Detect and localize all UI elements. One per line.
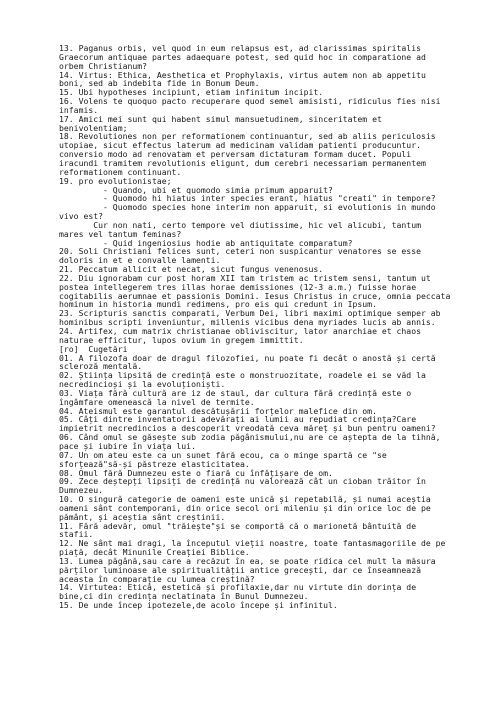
text-line: 01. A filozofa doar de dragul filozofiei, nu poate fi decât o anostă și certă	[59, 352, 436, 363]
text-line: aceasta în comparație cu lumea creștină?	[59, 573, 255, 584]
text-line: - Quando, ubi et quomodo simia primum apparuit?	[59, 184, 333, 195]
text-line: 04. Ateismul este garantul descătușării forțelor malefice din om.	[59, 405, 377, 416]
text-line: 16. Volens te quoquo pacto recuperare quod semel amisisti, ridiculus fies nisi	[59, 96, 441, 107]
text-line: hominibus scripti inveniuntur, millenis vicibus dena myriades lucis ab annis.	[59, 317, 436, 328]
text-line: 07. Un om ateu este ca un sunet fără ecou, ca o minge spartă ce "se	[59, 449, 387, 460]
text-line: impietrit necredincios a descoperit vreodată ceva măreț și bun pentru oameni?	[59, 423, 436, 434]
text-line: iracundi tramitem revolutionis eligunt, dum cerebri necessariam permanentem	[59, 157, 426, 168]
text-line: reformationem continuant.	[59, 166, 182, 177]
text-line: 13. Paganus orbis, vel quod in eum relapsus est, ad clarissimas spiritalis	[59, 43, 421, 53]
text-line: îngâmfare omenească la nivel de termite.	[59, 396, 255, 407]
document-text-body	[59, 44, 460, 610]
text-line: sforțează"să-și păstreze elasticitatea.	[59, 458, 250, 469]
text-line: boni, sed ab indebita fide in Bonum Deum.	[59, 78, 260, 89]
text-line: piață, decât Minunile Creației Biblice.	[59, 547, 250, 558]
text-line: cogitabilis aerumnae et passionis Domini. Iesus Christus in cruce, omnia peccata	[59, 290, 451, 301]
text-line: 13. Lumea păgână,sau care a recăzut în ea, se poate ridica cel mult la măsura	[59, 555, 436, 566]
text-line: 15. De unde încep ipotezele,de acolo începe și infinitul.	[59, 600, 338, 611]
text-line: 14. Virtus: Ethica, Aesthetica et Prophylaxis, virtus autem non ab appetitu	[59, 69, 426, 80]
text-line: 15. Ubi hypotheses incipiunt, etiam infinitum incipit.	[59, 87, 324, 98]
text-line: 23. Scripturis sanctis comparati, Verbum Dei, libri maximi optimique semper ab	[59, 308, 441, 319]
text-line: 22. Diu ignorabam cur post horam XII tam tristem ac tristem sensi, tantum ut	[59, 272, 431, 283]
text-line: 18. Revolutiones non per reformationem continuantur, sed ab aliis periculosis	[59, 131, 436, 142]
text-line: naturae efficitur, lupos ovium in gregem immittit.	[59, 334, 304, 345]
text-line: 14. Virtutea: Etică, estetică și profilaxie,dar nu virtute din dorința de	[59, 582, 417, 593]
text-line: - Quid ingeniosius hodie ab antiquitate comparatum?	[59, 237, 353, 248]
text-line: benivolentiam;	[59, 122, 128, 133]
text-line: utopiae, sicut effectus laterum ad medicinam validam patienti producuntur.	[59, 140, 421, 151]
text-line: doloris in et e convalle lamenti.	[59, 255, 221, 266]
text-line: hominum in historia mundi redimens, pro eis qui credunt in Ipsum.	[59, 299, 377, 310]
text-line: 12. Ne sânt mai dragi, la începutul vieții noastre, toate fantasmagoriile de pe	[59, 538, 446, 549]
text-line: oameni sânt contemporani, din orice secol ori mileniu și din orice loc de pe	[59, 502, 431, 513]
text-line: postea intellegerem tres illas horae demissiones (12-3 a.m.) fuisse horae	[59, 281, 417, 292]
text-line: vivo est?	[59, 211, 104, 222]
text-line: - Quomodo species hone interim non apparuit, si evolutionis in mundo	[59, 202, 436, 213]
text-line: Graecorum antiquae partes adaequare potest, sed quid hoc in comparatione ad	[59, 51, 426, 62]
text-line: 19. pro evolutionistae;	[59, 175, 172, 186]
text-line: 24. Artifex, cum matrix christianae obliviscitur, lator anarchiae et chaos	[59, 326, 421, 336]
text-line: pământ, și aceștia sânt creștinii.	[59, 511, 226, 522]
text-line: Dumnezeu.	[59, 485, 104, 496]
text-line: - Quomodo hi hiatus inter species erant, hiatus "creati" in tempore?	[59, 193, 436, 204]
text-line: 20. Soli Christiani felices sunt, ceteri non suspicantur venatores se esse	[59, 246, 421, 257]
text-line: pace și iubire în viața lui.	[59, 440, 196, 451]
text-line: 09. Zece deștepți lipsiți de credință nu valorează cât un cioban trăitor în	[59, 476, 426, 487]
text-line: 17. Amici mei sunt qui habent simul mansuetudinem, sinceritatem et	[59, 113, 382, 124]
text-line: 21. Peccatum allicit et necat, sicut fungus venenosus.	[59, 264, 324, 275]
text-line: necredincioși și la evoluționiști.	[59, 379, 226, 390]
text-line: 10. O singură categorie de oameni este unică și repetabilă, și numai aceștia	[59, 494, 431, 505]
text-line: mares vel tantum feminas?	[59, 228, 182, 239]
text-line: stafii.	[59, 529, 94, 540]
text-line: 05. Câți dintre inventatorii adevărați ai lumii au repudiat credința?Care	[59, 414, 417, 425]
text-line: scleroză mentală.	[59, 361, 143, 372]
text-line: 08. Omul fără Dumnezeu este o fiară cu înfățișare de om.	[59, 467, 333, 478]
text-line: infamis.	[59, 104, 99, 115]
text-line: 03. Viața fără cultură are iz de staul, dar cultura fără credință este o	[59, 387, 412, 398]
text-line: orbem Christianum?	[59, 60, 148, 71]
text-line: conversio modo ad renovatam et perversam dictaturam formam ducet. Populi	[59, 149, 412, 160]
text-line: bine,ci din credința neclatinata în Bunul Dumnezeu.	[59, 591, 309, 602]
text-line: părților luminoase ale spiritualității antice grecești, dar ce înseamnează	[59, 564, 421, 575]
text-line: 11. Fără adevăr, omul "trăiește"și se comportă că o marionetă bântuită de	[59, 520, 417, 531]
text-line: [ro] Cugetări	[59, 343, 128, 354]
text-line: 02. Știința lipsită de credință este o monstruozitate, roadele ei se văd la	[59, 370, 426, 381]
text-line: 06. Când omul se găsește sub zodia păgânismului,nu are ce aștepta de la tihnă,	[59, 432, 441, 443]
text-line: Cur non nati, certo tempore vel diutissime, hic vel alicubi, tantum	[59, 219, 421, 230]
